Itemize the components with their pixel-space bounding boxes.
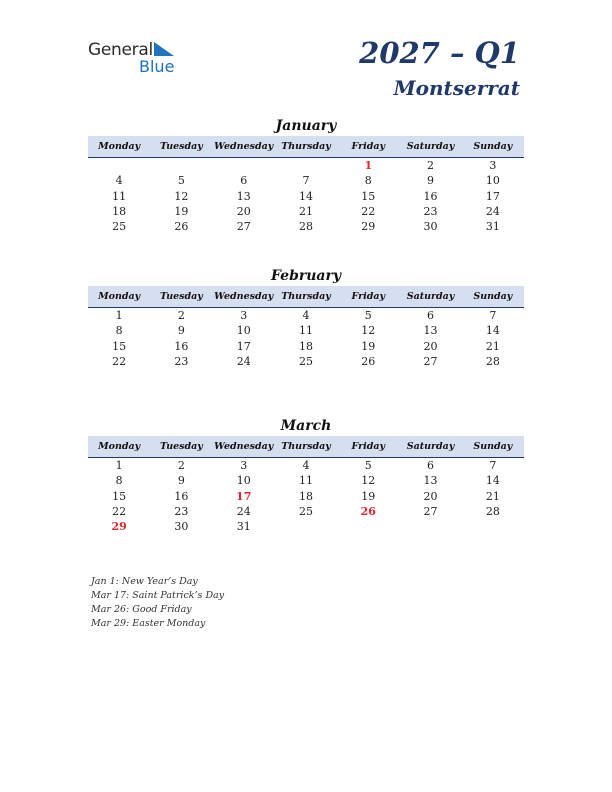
date-cell: 6: [240, 174, 248, 188]
date-cell: 27: [423, 354, 438, 368]
date-cell: 9: [177, 324, 185, 338]
date-cell: 23: [423, 204, 438, 218]
month-grid: [88, 308, 524, 369]
date-cell: 11: [298, 474, 313, 488]
date-cell: 5: [177, 174, 185, 188]
holiday-date-cell: 17: [236, 489, 252, 503]
month-title: January: [275, 118, 337, 134]
date-cell: 21: [298, 204, 313, 218]
weekday-label: Monday: [98, 141, 141, 152]
date-cell: 7: [302, 174, 310, 188]
week-row: [88, 189, 524, 204]
date-cell: 24: [485, 204, 500, 218]
logo-triangle-icon: [154, 42, 176, 58]
date-cell: 7: [489, 309, 497, 322]
date-cell: 3: [489, 159, 497, 172]
date-cell: 2: [177, 309, 185, 322]
date-cell: 22: [361, 204, 376, 218]
date-cell: 13: [236, 189, 251, 203]
date-cell: 14: [485, 324, 500, 338]
holiday-note: Mar 29: Easter Monday: [91, 618, 206, 629]
date-cell: 18: [298, 489, 313, 503]
date-cell: 19: [174, 204, 189, 218]
month-grid: [88, 458, 524, 534]
date-cell: 19: [361, 339, 376, 353]
weekday-header-row: [88, 436, 524, 458]
date-cell: [275, 519, 337, 534]
date-cell: [399, 519, 461, 534]
date-cell: 24: [236, 354, 251, 368]
page-title: 2027 – Q1: [359, 36, 520, 70]
holiday-notes: [91, 575, 224, 631]
date-cell: 20: [423, 339, 438, 353]
date-cell: 21: [485, 339, 500, 353]
logo-text-general: General: [88, 40, 153, 60]
holiday-note: Jan 1: New Year’s Day: [91, 576, 198, 587]
date-cell: 10: [236, 324, 251, 338]
date-cell: 26: [361, 354, 376, 368]
week-row: [88, 519, 524, 534]
date-cell: 8: [115, 474, 123, 488]
date-cell: 2: [427, 159, 435, 172]
weekday-label: Thursday: [281, 141, 331, 152]
generalblue-logo: [88, 40, 188, 80]
weekday-label: Tuesday: [160, 141, 203, 152]
date-cell: [88, 158, 150, 173]
country-subtitle: Montserrat: [393, 76, 520, 100]
week-row: [88, 323, 524, 338]
date-cell: 15: [112, 489, 127, 503]
weekday-label: Monday: [98, 441, 141, 452]
holiday-note: Mar 26: Good Friday: [91, 604, 192, 615]
date-cell: 8: [364, 174, 372, 188]
date-cell: 4: [115, 174, 123, 188]
date-cell: 24: [236, 504, 251, 518]
date-cell: 9: [427, 174, 435, 188]
date-cell: 18: [298, 339, 313, 353]
date-cell: 20: [423, 489, 438, 503]
date-cell: 19: [361, 489, 376, 503]
week-row: [88, 204, 524, 219]
date-cell: [275, 158, 337, 173]
date-cell: 4: [302, 459, 310, 472]
month-title: February: [270, 268, 341, 284]
date-cell: 13: [423, 474, 438, 488]
date-cell: 17: [485, 189, 500, 203]
date-cell: 16: [423, 189, 438, 203]
date-cell: [213, 158, 275, 173]
date-cell: 10: [236, 474, 251, 488]
date-cell: 14: [298, 189, 313, 203]
weekday-label: Saturday: [406, 291, 455, 302]
month-february: [88, 266, 524, 369]
date-cell: 27: [236, 220, 251, 234]
weekday-label: Friday: [351, 441, 386, 452]
holiday-note: Mar 17: Saint Patrick’s Day: [91, 590, 225, 601]
date-cell: 7: [489, 459, 497, 472]
week-row: [88, 354, 524, 369]
date-cell: 25: [112, 220, 127, 234]
date-cell: 30: [174, 520, 189, 534]
date-cell: 6: [427, 309, 435, 322]
date-cell: 17: [236, 339, 251, 353]
week-row: [88, 473, 524, 488]
weekday-header-row: [88, 286, 524, 308]
month-title: March: [280, 418, 332, 434]
date-cell: 23: [174, 354, 189, 368]
date-cell: 5: [364, 309, 372, 322]
date-cell: 27: [423, 504, 438, 518]
date-cell: 10: [485, 174, 500, 188]
weekday-label: Tuesday: [160, 291, 203, 302]
week-row: [88, 458, 524, 473]
weekday-label: Thursday: [281, 291, 331, 302]
date-cell: 2: [177, 459, 185, 472]
date-cell: 12: [361, 474, 376, 488]
week-row: [88, 489, 524, 504]
date-cell: 30: [423, 220, 438, 234]
date-cell: 3: [240, 309, 248, 322]
week-row: [88, 339, 524, 354]
week-row: [88, 158, 524, 173]
date-cell: 14: [485, 474, 500, 488]
date-cell: [150, 158, 212, 173]
date-cell: [462, 519, 524, 534]
month-january: [88, 116, 524, 234]
weekday-label: Sunday: [473, 441, 513, 452]
holiday-date-cell: 1: [364, 159, 373, 172]
date-cell: 5: [364, 459, 372, 472]
date-cell: 1: [115, 459, 123, 472]
date-cell: 3: [240, 459, 248, 472]
weekday-label: Wednesday: [214, 141, 274, 152]
date-cell: 20: [236, 204, 251, 218]
weekday-label: Sunday: [473, 141, 513, 152]
weekday-label: Wednesday: [214, 291, 274, 302]
weekday-label: Friday: [351, 291, 386, 302]
date-cell: 12: [361, 324, 376, 338]
date-cell: 18: [112, 204, 127, 218]
date-cell: 29: [361, 220, 376, 234]
date-cell: 16: [174, 339, 189, 353]
weekday-label: Monday: [98, 291, 141, 302]
weekday-label: Sunday: [473, 291, 513, 302]
month-grid: [88, 158, 524, 234]
date-cell: [337, 519, 399, 534]
week-row: [88, 173, 524, 188]
date-cell: 22: [112, 354, 127, 368]
week-row: [88, 308, 524, 323]
week-row: [88, 504, 524, 519]
date-cell: 28: [485, 504, 500, 518]
date-cell: 16: [174, 489, 189, 503]
date-cell: 11: [298, 324, 313, 338]
date-cell: 15: [112, 339, 127, 353]
weekday-label: Wednesday: [214, 441, 274, 452]
date-cell: 31: [485, 220, 500, 234]
month-march: [88, 416, 524, 534]
holiday-date-cell: 26: [360, 504, 376, 518]
date-cell: 12: [174, 189, 189, 203]
date-cell: 15: [361, 189, 376, 203]
date-cell: 11: [112, 189, 127, 203]
date-cell: 9: [177, 474, 185, 488]
weekday-label: Thursday: [281, 441, 331, 452]
date-cell: 13: [423, 324, 438, 338]
holiday-date-cell: 29: [111, 520, 127, 534]
date-cell: 26: [174, 220, 189, 234]
date-cell: 23: [174, 504, 189, 518]
date-cell: 25: [298, 354, 313, 368]
date-cell: 28: [298, 220, 313, 234]
weekday-header-row: [88, 136, 524, 158]
date-cell: 1: [115, 309, 123, 322]
date-cell: 6: [427, 459, 435, 472]
date-cell: 31: [236, 520, 251, 534]
week-row: [88, 219, 524, 234]
weekday-label: Tuesday: [160, 441, 203, 452]
date-cell: 21: [485, 489, 500, 503]
date-cell: 4: [302, 309, 310, 322]
weekday-label: Saturday: [406, 441, 455, 452]
weekday-label: Friday: [351, 141, 386, 152]
logo-text-blue: Blue: [139, 57, 175, 76]
date-cell: 28: [485, 354, 500, 368]
weekday-label: Saturday: [406, 141, 455, 152]
date-cell: 22: [112, 504, 127, 518]
date-cell: 8: [115, 324, 123, 338]
date-cell: 25: [298, 504, 313, 518]
